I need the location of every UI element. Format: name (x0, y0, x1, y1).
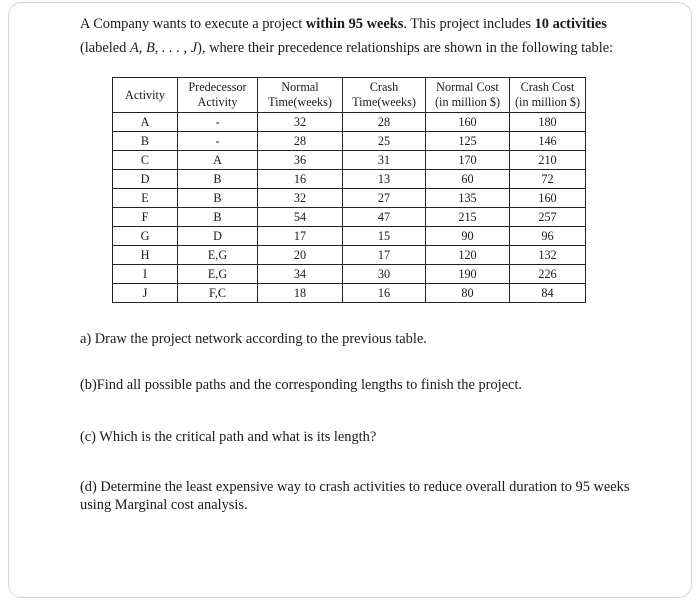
table-row (113, 113, 586, 132)
intro-bold-deadline: within 95 weeks (305, 16, 404, 32)
table-row (113, 132, 586, 151)
header-normal-time: Normal Time(weeks) (258, 78, 343, 113)
precedence-table (112, 77, 586, 303)
cell-normal-cost: 125 (426, 132, 510, 151)
cell-activity: G (113, 227, 178, 246)
table-header-row (113, 78, 586, 113)
cell-normal-time: 16 (258, 170, 343, 189)
cell-crash-cost: 257 (510, 208, 586, 227)
cell-activity: I (113, 265, 178, 284)
header-crash-time: Crash Time(weeks) (343, 78, 426, 113)
cell-activity: C (113, 151, 178, 170)
cell-activity: H (113, 246, 178, 265)
table-row (113, 189, 586, 208)
cell-normal-time: 32 (258, 189, 343, 208)
question-c: (c) Which is the critical path and what is its length? (80, 429, 377, 445)
cell-normal-cost: 190 (426, 265, 510, 284)
cell-predecessor: E,G (178, 265, 258, 284)
cell-normal-time: 18 (258, 284, 343, 303)
header-activity: Activity (113, 78, 178, 113)
cell-normal-cost: 160 (426, 113, 510, 132)
question-b: (b)Find all possible paths and the corresponding lengths to finish the project. (80, 377, 523, 393)
header-normal-cost: Normal Cost (in million $) (426, 78, 510, 113)
intro-bold-activities: 10 activities (534, 16, 607, 32)
cell-crash-time: 31 (343, 151, 426, 170)
question-d: (d) Determine the least expensive way to crash activities to reduce overall duration to 95 weeks using Marginal cost analysis. (80, 479, 630, 513)
cell-normal-cost: 90 (426, 227, 510, 246)
cell-normal-time: 54 (258, 208, 343, 227)
cell-crash-time: 13 (343, 170, 426, 189)
cell-activity: E (113, 189, 178, 208)
cell-activity: D (113, 170, 178, 189)
cell-crash-cost: 72 (510, 170, 586, 189)
cell-crash-time: 27 (343, 189, 426, 208)
intro-activity-labels: A, B, . . . , J (129, 40, 198, 56)
table-row (113, 227, 586, 246)
cell-crash-cost: 146 (510, 132, 586, 151)
table-row (113, 284, 586, 303)
cell-normal-time: 36 (258, 151, 343, 170)
intro-text-4: ), where their precedence relationships are shown in the following table: (197, 40, 614, 56)
cell-normal-cost: 215 (426, 208, 510, 227)
cell-normal-time: 28 (258, 132, 343, 151)
cell-crash-time: 15 (343, 227, 426, 246)
cell-predecessor: F,C (178, 284, 258, 303)
cell-predecessor: D (178, 227, 258, 246)
cell-crash-time: 30 (343, 265, 426, 284)
cell-activity: J (113, 284, 178, 303)
cell-crash-time: 28 (343, 113, 426, 132)
cell-crash-time: 17 (343, 246, 426, 265)
cell-predecessor: B (178, 170, 258, 189)
cell-crash-time: 16 (343, 284, 426, 303)
intro-text-1: A Company wants to execute a project (80, 16, 306, 32)
cell-normal-cost: 60 (426, 170, 510, 189)
table-row (113, 170, 586, 189)
cell-normal-cost: 135 (426, 189, 510, 208)
cell-crash-cost: 96 (510, 227, 586, 246)
header-predecessor: Predecessor Activity (178, 78, 258, 113)
intro-text-3: (labeled (80, 40, 130, 56)
cell-normal-cost: 170 (426, 151, 510, 170)
cell-normal-cost: 120 (426, 246, 510, 265)
table-row (113, 208, 586, 227)
table-row (113, 151, 586, 170)
cell-predecessor: B (178, 189, 258, 208)
cell-normal-time: 20 (258, 246, 343, 265)
problem-intro (80, 12, 640, 60)
cell-predecessor: B (178, 208, 258, 227)
cell-normal-time: 17 (258, 227, 343, 246)
question-a: a) Draw the project network according to the previous table. (80, 331, 427, 347)
intro-text-2: . This project includes (403, 16, 535, 32)
cell-crash-cost: 210 (510, 151, 586, 170)
cell-activity: A (113, 113, 178, 132)
cell-normal-time: 32 (258, 113, 343, 132)
cell-predecessor: - (178, 132, 258, 151)
cell-crash-cost: 180 (510, 113, 586, 132)
cell-predecessor: - (178, 113, 258, 132)
cell-predecessor: E,G (178, 246, 258, 265)
table-body (113, 113, 586, 303)
header-crash-cost: Crash Cost (in million $) (510, 78, 586, 113)
cell-crash-cost: 160 (510, 189, 586, 208)
cell-crash-cost: 226 (510, 265, 586, 284)
table-row (113, 265, 586, 284)
cell-normal-time: 34 (258, 265, 343, 284)
cell-activity: F (113, 208, 178, 227)
table-row (113, 246, 586, 265)
cell-crash-time: 25 (343, 132, 426, 151)
cell-normal-cost: 80 (426, 284, 510, 303)
cell-crash-time: 47 (343, 208, 426, 227)
cell-crash-cost: 84 (510, 284, 586, 303)
cell-predecessor: A (178, 151, 258, 170)
cell-crash-cost: 132 (510, 246, 586, 265)
cell-activity: B (113, 132, 178, 151)
